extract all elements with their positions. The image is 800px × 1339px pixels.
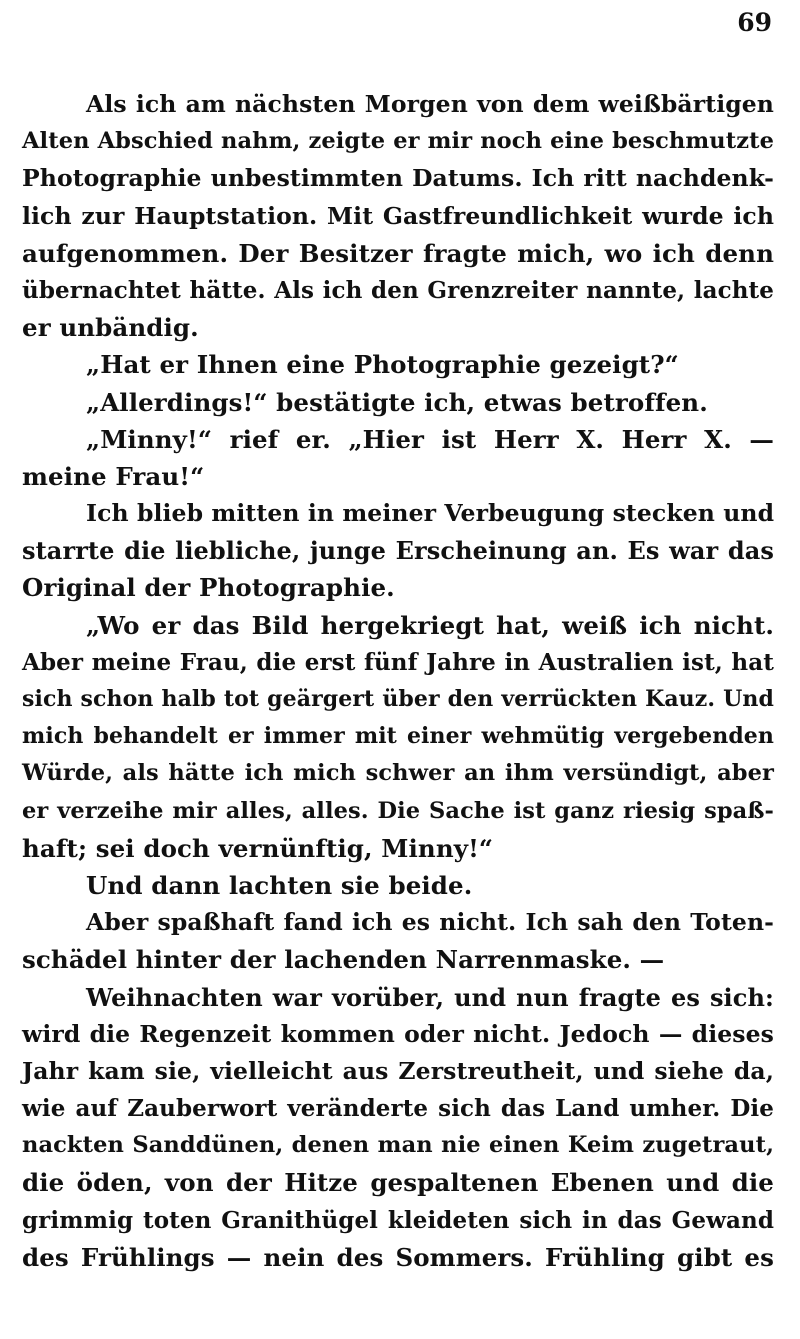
text-line: des Frühlings — nein des Sommers. Frühling gibt es xyxy=(22,1242,774,1272)
text-line: übernachtet hätte. Als ich den Grenzreiter nannte, lachte xyxy=(22,276,774,304)
text-line: schädel hinter der lachenden Narrenmaske. — xyxy=(22,945,665,975)
text-line: mich behandelt er immer mit einer wehmütig vergebenden xyxy=(22,723,774,750)
text-line: Aber spaßhaft fand ich es nicht. Ich sah den Toten- xyxy=(86,908,774,937)
text-line: Als ich am nächsten Morgen von dem weißbärtigen xyxy=(86,90,774,118)
text-line: „Allerdings!“ bestätigte ich, etwas betroffen. xyxy=(86,387,708,417)
body-text xyxy=(22,86,774,1276)
text-line: wird die Regenzeit kommen oder nicht. Jedoch — dieses xyxy=(22,1019,774,1048)
text-line: nackten Sanddünen, denen man nie einen Keim zugetraut, xyxy=(22,1132,774,1159)
text-line: Weihnachten war vorüber, und nun fragte es sich: xyxy=(86,982,774,1012)
text-line: Alten Abschied nahm, zeigte er mir noch eine beschmutzte xyxy=(22,128,774,155)
text-line: sich schon halb tot geärgert über den verrückten Kauz. Und xyxy=(22,686,774,712)
text-line: haft; sei doch vernünftig, Minny!“ xyxy=(22,833,494,863)
text-line: „Wo er das Bild hergekriegt hat, weiß ich nicht. xyxy=(86,610,774,640)
text-line: aufgenommen. Der Besitzer fragte mich, wo ich denn xyxy=(22,238,774,268)
text-line: meine Frau!“ xyxy=(22,461,205,491)
text-line: Photographie unbestimmten Datums. Ich ritt nachdenk- xyxy=(22,164,774,193)
text-line: er verzeihe mir alles, alles. Die Sache ist ganz riesig spaß- xyxy=(22,797,774,824)
text-line: Original der Photographie. xyxy=(22,573,395,603)
text-line: er unbändig. xyxy=(22,313,199,343)
text-line: Ich blieb mitten in meiner Verbeugung stecken und xyxy=(86,499,775,528)
text-line: Und dann lachten sie beide. xyxy=(86,870,473,900)
text-line: Aber meine Frau, die erst fünf Jahre in Australien ist, hat xyxy=(22,648,774,676)
text-line: Jahr kam sie, vielleicht aus Zerstreutheit, und siehe da, xyxy=(22,1056,774,1085)
page-number: 69 xyxy=(737,8,772,37)
text-line: die öden, von der Hitze gespaltenen Ebenen und die xyxy=(22,1168,774,1198)
text-line: grimmig toten Granithügel kleideten sich in das Gewand xyxy=(22,1206,774,1234)
text-line: starrte die liebliche, junge Erscheinung an. Es war das xyxy=(22,536,774,566)
text-line: lich zur Hauptstation. Mit Gastfreundlichkeit wurde ich xyxy=(22,201,774,230)
text-line: „Minny!“ rief er. „Hier ist Herr X. Herr X. — xyxy=(86,424,774,454)
text-line: wie auf Zauberwort veränderte sich das Land umher. Die xyxy=(22,1095,774,1123)
text-line: Würde, als hätte ich mich schwer an ihm versündigt, aber xyxy=(22,760,774,787)
text-line: „Hat er Ihnen eine Photographie gezeigt?“ xyxy=(86,350,679,380)
